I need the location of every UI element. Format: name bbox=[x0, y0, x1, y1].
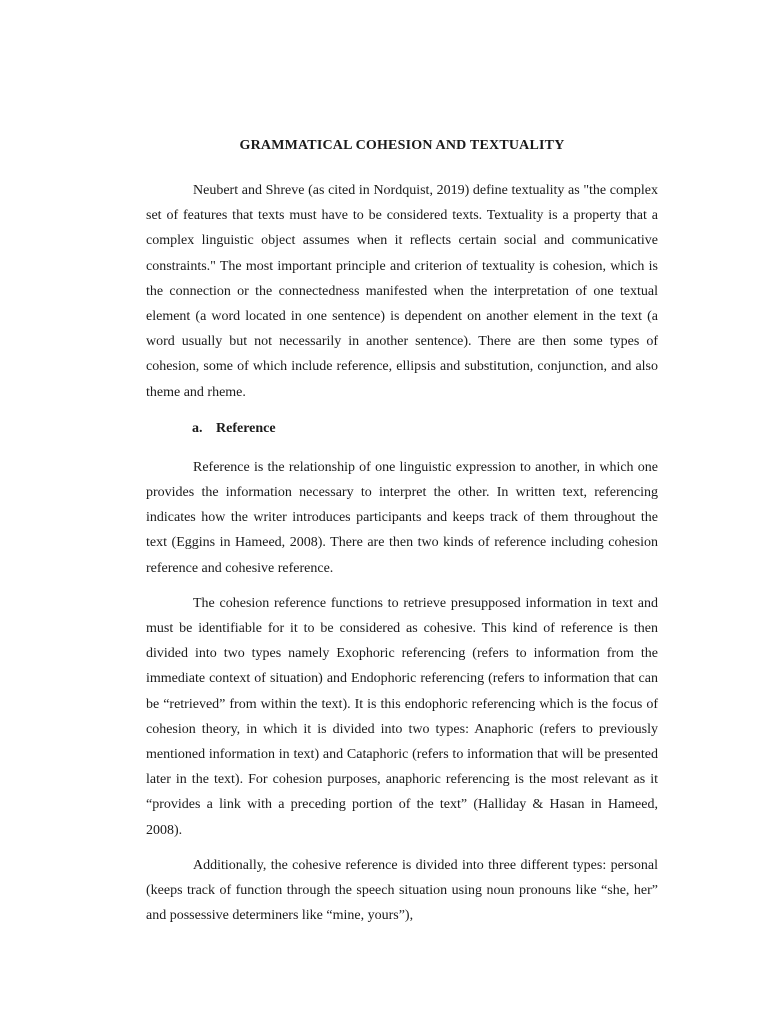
reference-paragraph-3: Additionally, the cohesive reference is divided into three different types: personal (keeps track of function through the speech situation using noun pronouns like “she, her” and possessive determiners like “mine, yours”), bbox=[146, 857, 658, 924]
reference-paragraph-2: The cohesion reference functions to retrieve presupposed information in text and must be identifiable for it to be considered as cohesive. This kind of reference is then divided into two types namely Exophoric referencing (refers to information from the immediate context of situation) and Endophoric referencing (refers to information that can be “retrieved” from within the text). It is this endophoric referencing which is the focus of cohesion theory, in which it is divided into two types: Anaphoric (refers to previously mentioned information in text) and Cataphoric (refers to information that will be presented later in the text). For cohesion purposes, anaphoric referencing is the most relevant as it “provides a link with a preceding portion of the text” (Halliday & Hasan in Hameed, 2008). bbox=[146, 595, 658, 838]
section-marker: a. bbox=[192, 420, 203, 436]
intro-paragraph: Neubert and Shreve (as cited in Nordquist, 2019) define textuality as "the complex set of features that texts must have to be considered texts. Textuality is a property that a complex linguistic object assumes when it reflects certain social and communicative constraints." The most important principle and criterion of textuality is cohesion, which is the connection or the connectedness manifested when the interpretation of one textual element (a word located in one sentence) is dependent on another element in the text (a word usually but not necessarily in another sentence). There are then some types of cohesion, some of which include reference, ellipsis and substitution, conjunction, and also theme and rheme. bbox=[146, 183, 658, 400]
reference-paragraph-1: Reference is the relationship of one linguistic expression to another, in which one provides the information necessary to interpret the other. In written text, referencing indicates how the writer introduces participants and keeps track of them throughout the text (Eggins in Hameed, 2008). There are then two kinds of reference including cohesion reference and cohesive reference. bbox=[146, 459, 658, 576]
section-heading-text: Reference bbox=[216, 420, 276, 436]
section-heading-reference bbox=[192, 419, 658, 439]
document-body bbox=[146, 136, 658, 938]
page-title: GRAMMATICAL COHESION AND TEXTUALITY bbox=[239, 138, 565, 153]
